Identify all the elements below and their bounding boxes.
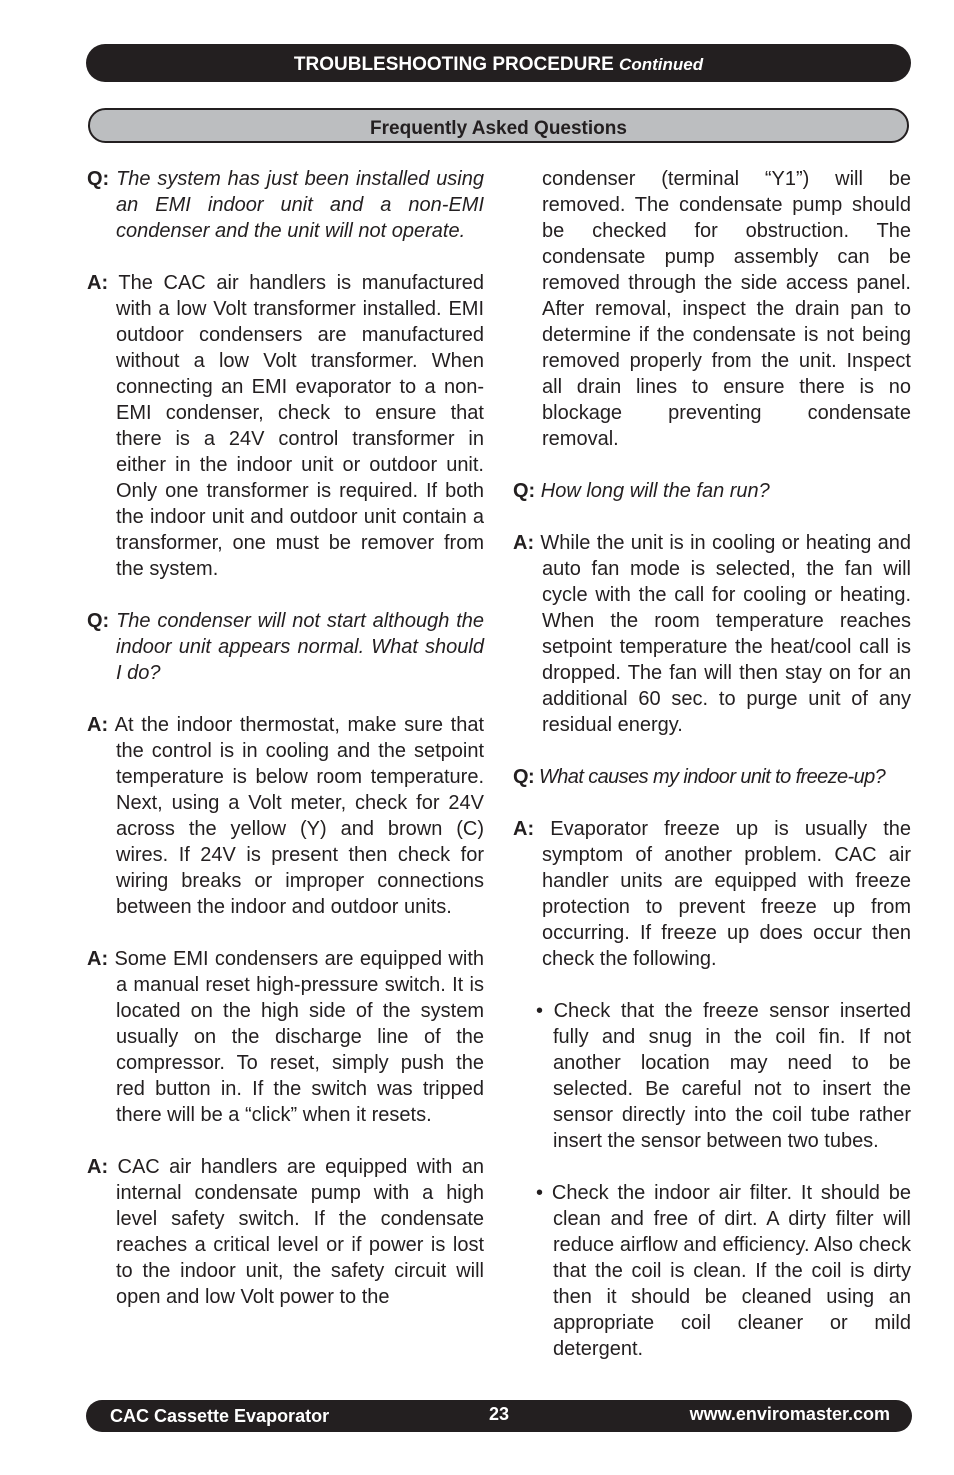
bullet-icon: •: [536, 1000, 544, 1022]
bullet-text: Check that the freeze sensor inserted fully and snug in the coil fin. If not another location may need to be selected. Be careful not to insert the sensor directly into the coil tube rather insert the sensor between two tubes.: [553, 1000, 911, 1152]
question-text: How long will the fan run?: [540, 480, 770, 502]
a-label: A:: [87, 272, 109, 294]
a-label: A:: [513, 818, 535, 840]
answer-text: Some EMI condensers are equipped with a manual reset high-pressure switch. It is located on the high side of the system usually on the discharge line of the compressor. To reset, simply push the red button in. If the switch was tripped there will be a “click” when it resets.: [114, 948, 485, 1126]
question-text: The system has just been installed using an EMI indoor unit and a non-EMI condenser and the unit will not operate.: [116, 168, 485, 242]
faq-answer-fan: [513, 530, 911, 738]
right-column: [513, 166, 911, 1362]
a-label: A:: [513, 532, 535, 554]
bullet-freeze-sensor: [513, 998, 911, 1154]
header-continued: Continued: [619, 55, 704, 74]
bullet-text: Check the indoor air filter. It should be clean and free of dirt. A dirty filter will reduce airflow and efficiency. Also check that the coil is clean. If the coil is dirty then it should be cleaned using an appropriate coil cleaner or mild detergent.: [551, 1182, 911, 1360]
section-title-bar: [88, 108, 909, 143]
q-label: Q:: [513, 766, 535, 788]
answer-continuation: condenser (terminal “Y1”) will be removed. The condensate pump should be checked for obstruction. The condensate pump assembly can be removed through the side access panel. After removal, inspect the drain pan to determine if the condensate is not being removed properly from the unit. Inspect all drain lines to ensure there is no blockage preventing condensate removal.: [542, 168, 911, 450]
bullet-air-filter: [513, 1180, 911, 1362]
header-bar: [86, 44, 911, 82]
faq-answer-thermostat: [87, 712, 484, 920]
a-label: A:: [87, 948, 109, 970]
faq-question-freeze: [513, 764, 911, 790]
answer-text: While the unit is in cooling or heating and auto fan mode is selected, the fan will cycle with the call for cooling or heating. When the room temperature reaches setpoint temperature the heat/cool call is dropped. The fan will then stay on for an additional 60 sec. to purge unit of any residual energy.: [540, 532, 911, 736]
faq-answer-freeze: [513, 816, 911, 972]
q-label: Q:: [87, 610, 110, 632]
faq-question-condenser: [87, 608, 484, 686]
answer-text: CAC air handlers are equipped with an internal condensate pump with a high level safety switch. If the condensate reaches a critical level or if power is lost to the indoor unit, the safety circuit will open and low Volt power to the: [116, 1156, 484, 1308]
faq-question-fan: [513, 478, 911, 504]
section-title: Frequently Asked Questions: [370, 118, 627, 139]
a-label: A:: [87, 714, 109, 736]
question-text: The condenser will not start although the indoor unit appears normal. What should I do?: [116, 610, 484, 684]
left-column: [87, 166, 484, 1310]
footer-page-number: 23: [488, 1404, 510, 1424]
faq-answer-condensate-pump: [87, 1154, 484, 1310]
footer-bar: [86, 1400, 912, 1432]
faq-answer-reset-switch: [87, 946, 484, 1128]
faq-question-install: [87, 166, 484, 244]
question-text: What causes my indoor unit to freeze-up?: [539, 766, 886, 788]
bullet-icon: •: [536, 1182, 544, 1204]
answer-text: The CAC air handlers is manufactured with a low Volt transformer installed. EMI outdoor condensers are manufactured without a low Volt transformer. When connecting an EMI evaporator to a non-EMI condenser, check to ensure that there is a 24V control transformer in either in the indoor unit or outdoor unit. Only one transformer is required. If both the indoor unit and outdoor unit contain a transformer, one must be remover from the system.: [116, 272, 485, 580]
footer-website: www.enviromaster.com: [689, 1404, 890, 1424]
header-title: TROUBLESHOOTING PROCEDURE: [293, 54, 614, 75]
answer-text: Evaporator freeze up is usually the symptom of another problem. CAC air handler units are equipped with freeze protection to prevent freeze up from occurring. If freeze up does occur then check the following.: [542, 818, 911, 970]
q-label: Q:: [513, 480, 536, 502]
answer-text: At the indoor thermostat, make sure that the control is in cooling and the setpoint temperature is below room temperature. Next, using a Volt meter, check for 24V across the yellow (Y) and brown (C) wires. If 24V is present then check for wiring breaks or improper connections between the indoor and outdoor units.: [114, 714, 484, 918]
footer-product: CAC Cassette Evaporator: [110, 1406, 330, 1426]
q-label: Q:: [87, 168, 110, 190]
a-label: A:: [87, 1156, 109, 1178]
faq-answer-transformer: [87, 270, 484, 582]
